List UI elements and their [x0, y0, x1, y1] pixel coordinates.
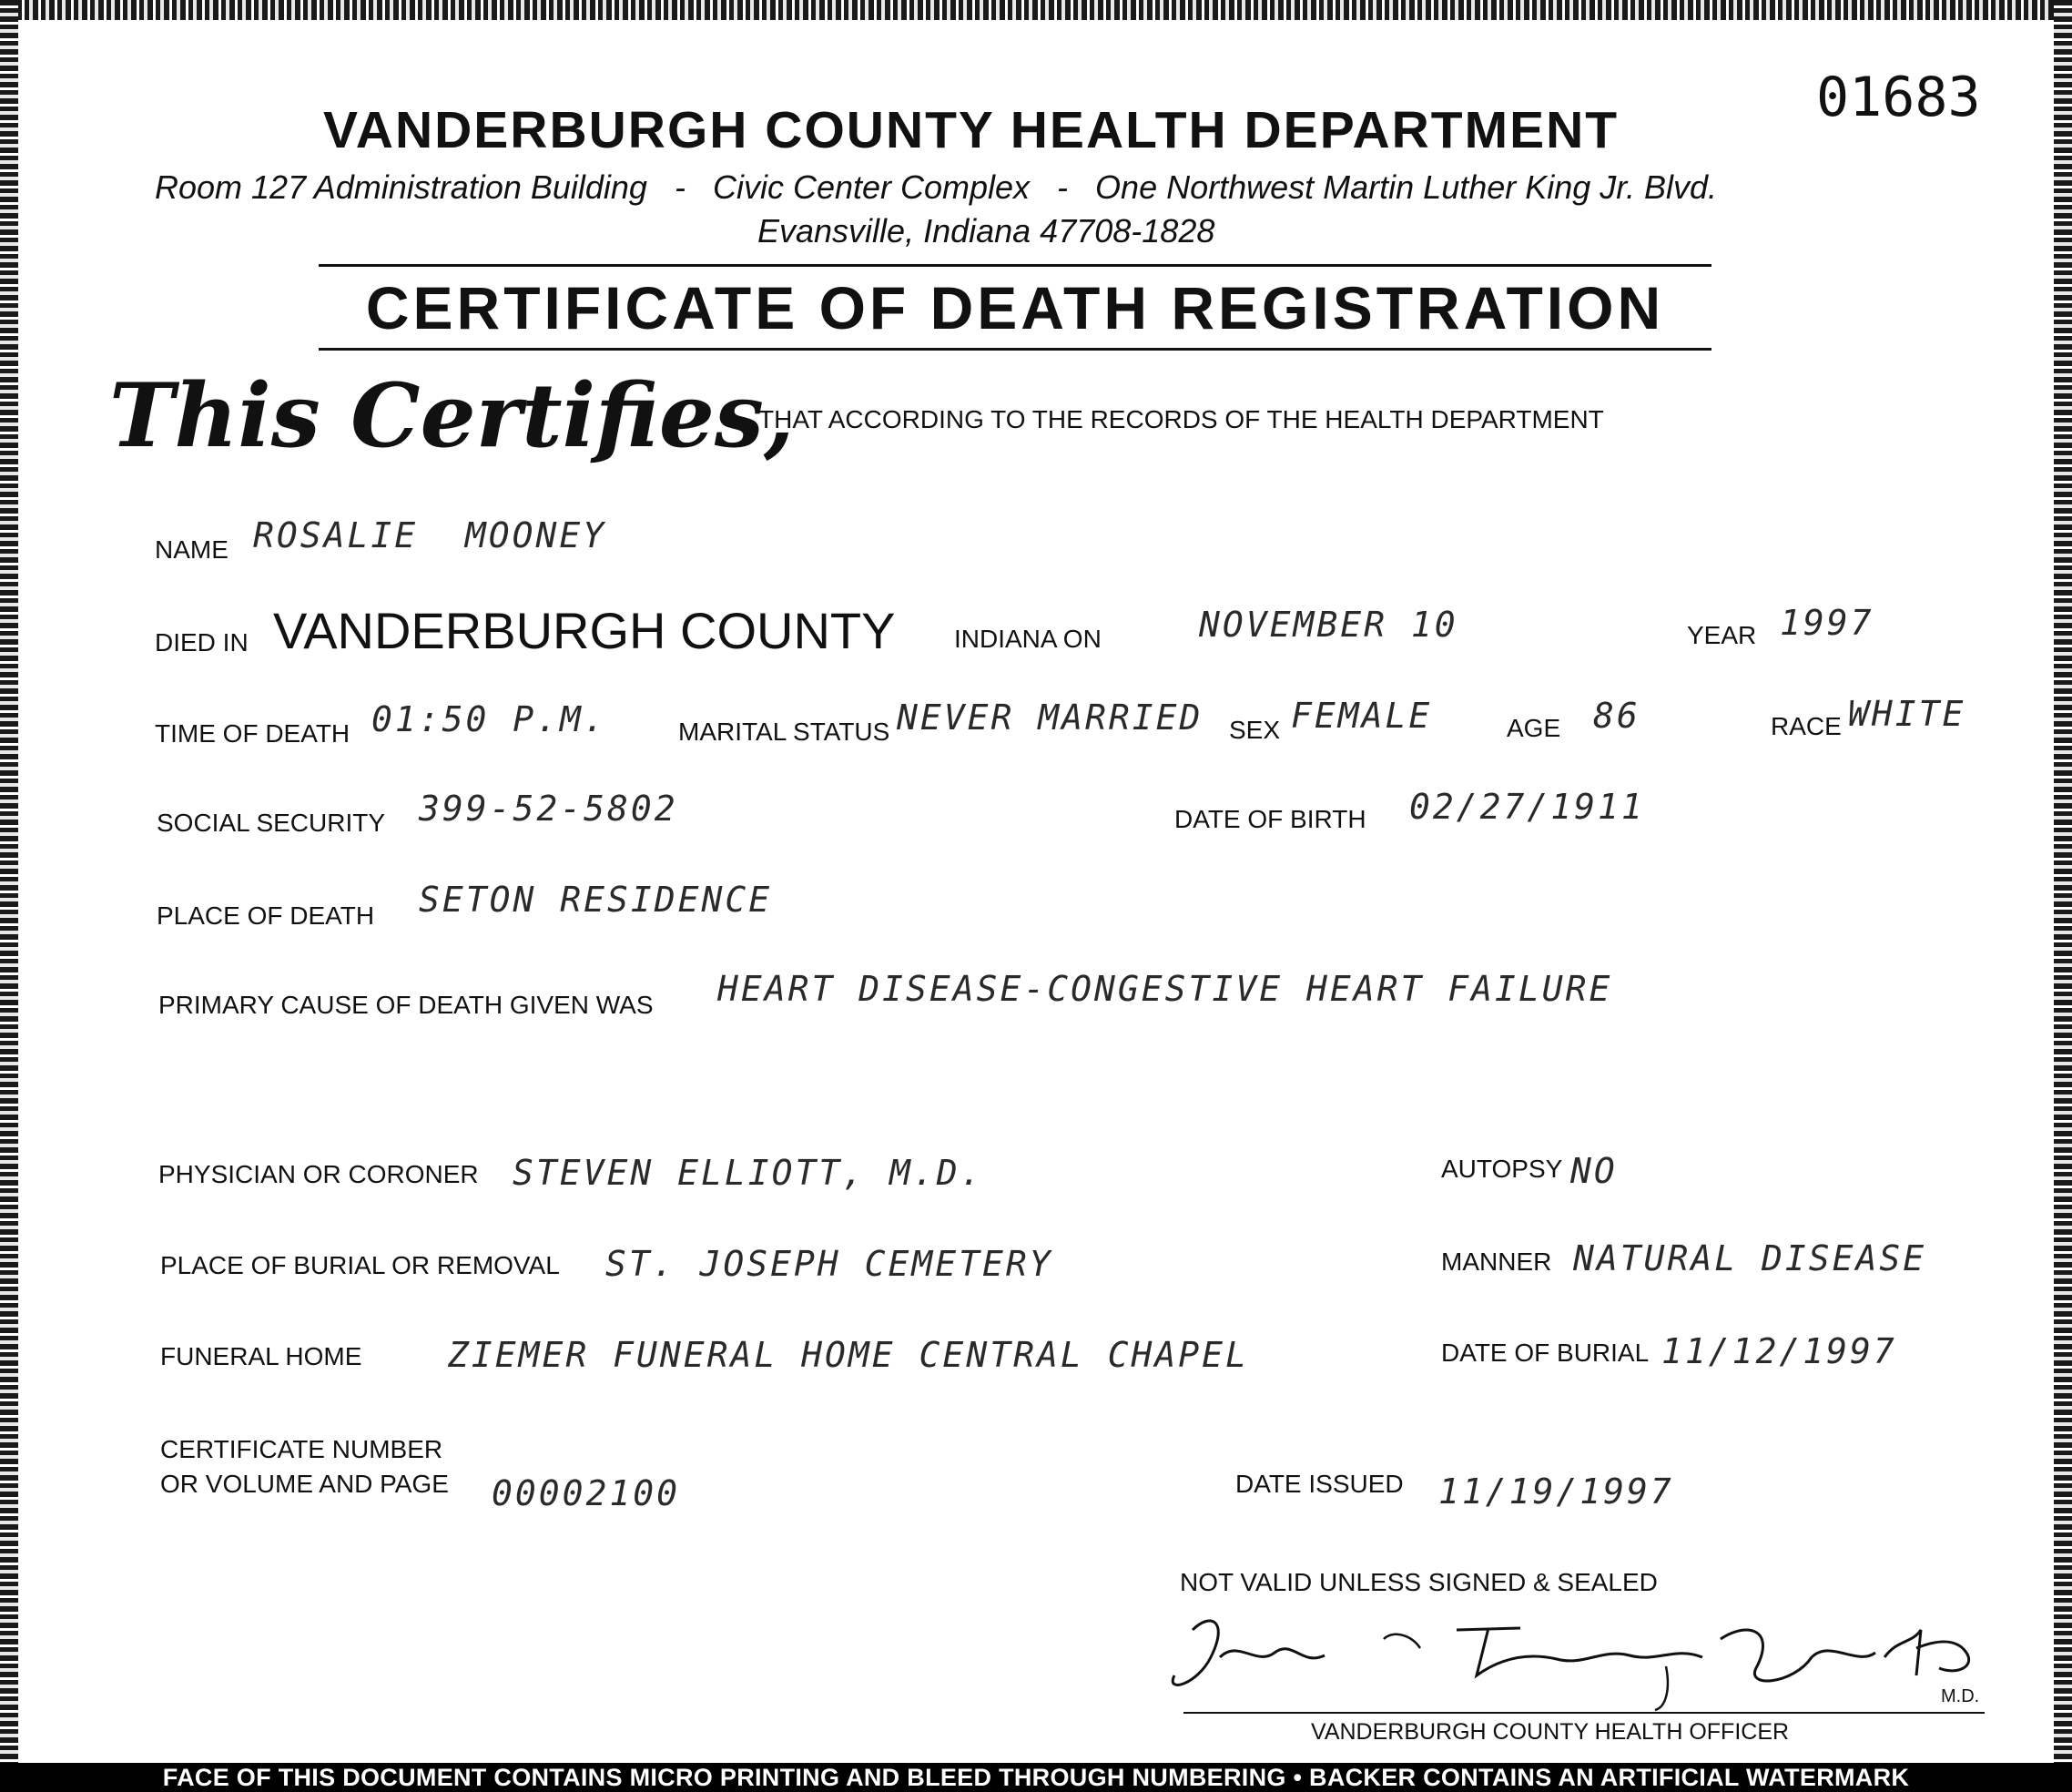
signature-suffix: M.D.	[1941, 1686, 1980, 1706]
address-line-1: Room 127 Administration Building - Civic Center Complex - One Northwest Martin Luther King Jr. Blvd.	[155, 168, 1717, 206]
title-rule-top	[319, 264, 1711, 267]
death-date-value: NOVEMBER 10	[1199, 605, 1458, 645]
sex-label: SEX	[1229, 716, 1281, 744]
place-of-death-value: SETON RESIDENCE	[419, 880, 773, 920]
decorative-border-right	[2054, 0, 2072, 1767]
funeral-home-label: FUNERAL HOME	[160, 1342, 362, 1370]
health-officer-title: VANDERBURGH COUNTY HEALTH OFFICER	[1311, 1719, 1790, 1745]
autopsy-value: NO	[1570, 1151, 1618, 1191]
decorative-border-left	[0, 0, 18, 1767]
time-of-death-value: 01:50 P.M.	[371, 699, 607, 739]
time-of-death-label: TIME OF DEATH	[155, 719, 350, 748]
manner-value: NATURAL DISEASE	[1573, 1238, 1927, 1278]
year-value: 1997	[1780, 603, 1874, 643]
physician-value: STEVEN ELLIOTT, M.D.	[513, 1153, 984, 1193]
signature-line	[1183, 1712, 1985, 1714]
place-of-death-label: PLACE OF DEATH	[157, 901, 375, 930]
place-of-burial-label: PLACE OF BURIAL OR REMOVAL	[160, 1251, 560, 1279]
manner-label: MANNER	[1441, 1247, 1552, 1276]
name-label: NAME	[155, 535, 229, 564]
autopsy-label: AUTOPSY	[1441, 1155, 1563, 1183]
handwritten-signature	[1156, 1603, 1994, 1712]
race-label: RACE	[1771, 712, 1842, 740]
not-valid-notice: NOT VALID UNLESS SIGNED & SEALED	[1180, 1568, 1658, 1596]
race-value: WHITE	[1848, 694, 1966, 734]
physician-label: PHYSICIAN OR CORONER	[158, 1160, 479, 1188]
date-of-birth-value: 02/27/1911	[1409, 787, 1645, 827]
funeral-home-value: ZIEMER FUNERAL HOME CENTRAL CHAPEL	[448, 1335, 1249, 1375]
address-line-2: Evansville, Indiana 47708-1828	[757, 212, 1215, 249]
certifies-heading: This Certifies,	[109, 364, 795, 467]
name-value: ROSALIE MOONEY	[253, 515, 607, 555]
date-of-burial-value: 11/12/1997	[1661, 1331, 1897, 1371]
title-rule-bottom	[319, 348, 1711, 351]
serial-number: 01683	[1816, 66, 1981, 129]
primary-cause-label: PRIMARY CAUSE OF DEATH GIVEN WAS	[158, 991, 654, 1019]
decorative-border-top	[0, 0, 2072, 20]
certificate-title: CERTIFICATE OF DEATH REGISTRATION	[365, 274, 1665, 341]
certifies-text: THAT ACCORDING TO THE RECORDS OF THE HEALTH DEPARTMENT	[758, 405, 1604, 433]
died-in-value: VANDERBURGH COUNTY	[273, 602, 896, 659]
primary-cause-value: HEART DISEASE-CONGESTIVE HEART FAILURE	[717, 969, 1613, 1009]
security-footer-bar: FACE OF THIS DOCUMENT CONTAINS MICRO PRINTING AND BLEED THROUGH NUMBERING • BACKER CONTAINS AN ARTIFICIAL WATERMARK	[0, 1763, 2072, 1792]
social-security-value: 399-52-5802	[419, 789, 678, 829]
died-in-label: DIED IN	[155, 628, 249, 657]
date-issued-label: DATE ISSUED	[1235, 1470, 1404, 1498]
certificate-number-label-line2: OR VOLUME AND PAGE	[160, 1470, 449, 1498]
social-security-label: SOCIAL SECURITY	[157, 809, 386, 837]
date-of-birth-label: DATE OF BIRTH	[1174, 805, 1366, 833]
marital-status-value: NEVER MARRIED	[897, 697, 1204, 738]
certificate-number-value: 00002100	[492, 1473, 681, 1513]
certificate-number-label-line1: CERTIFICATE NUMBER	[160, 1435, 443, 1463]
place-of-burial-value: ST. JOSEPH CEMETERY	[605, 1244, 1053, 1284]
age-value: 86	[1593, 696, 1640, 736]
year-label: YEAR	[1687, 621, 1757, 649]
department-name: VANDERBURGH COUNTY HEALTH DEPARTMENT	[323, 101, 1620, 159]
date-issued-value: 11/19/1997	[1438, 1471, 1674, 1512]
sex-value: FEMALE	[1291, 696, 1433, 736]
indiana-on-label: INDIANA ON	[954, 625, 1102, 653]
date-of-burial-label: DATE OF BURIAL	[1441, 1339, 1650, 1367]
marital-status-label: MARITAL STATUS	[678, 718, 890, 746]
age-label: AGE	[1507, 714, 1561, 742]
